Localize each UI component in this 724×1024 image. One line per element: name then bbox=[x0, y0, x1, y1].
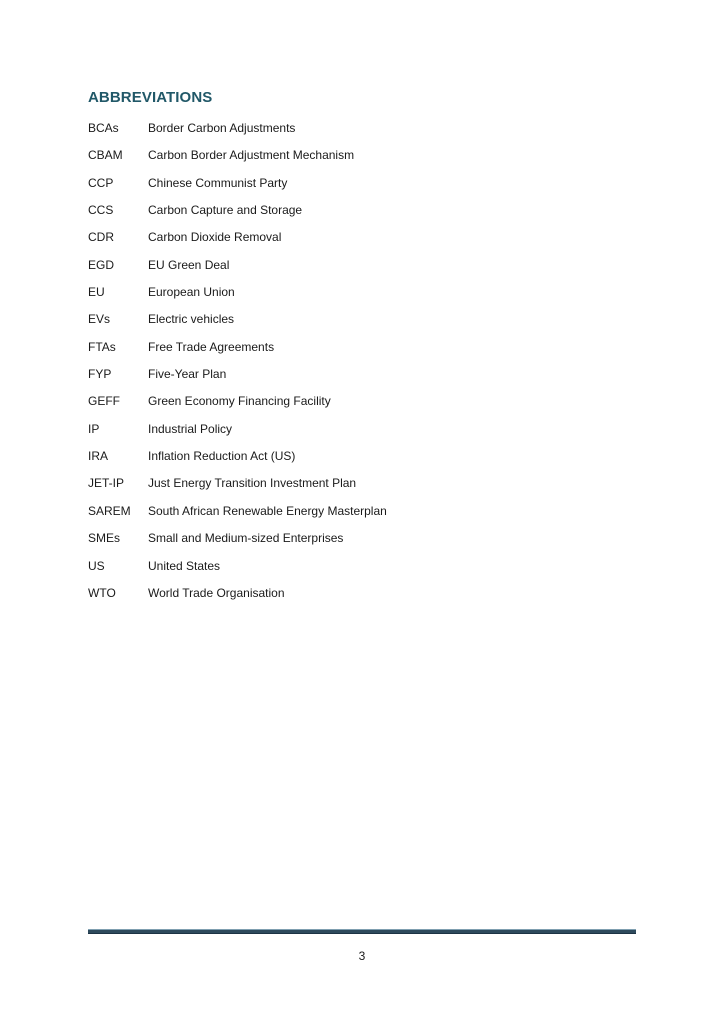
abbreviation-row bbox=[88, 338, 648, 365]
abbreviation-definition: Just Energy Transition Investment Plan bbox=[148, 476, 357, 491]
abbreviation-code: EU bbox=[88, 285, 105, 300]
abbreviation-row bbox=[88, 201, 648, 228]
abbreviation-row bbox=[88, 283, 648, 310]
abbreviation-code: FTAs bbox=[88, 339, 116, 354]
abbreviation-definition: Border Carbon Adjustments bbox=[148, 121, 296, 135]
abbreviation-code: IRA bbox=[88, 449, 109, 464]
abbreviation-code: FYP bbox=[88, 367, 112, 382]
abbreviation-code: CBAM bbox=[88, 148, 123, 163]
abbreviation-row bbox=[88, 529, 648, 556]
abbreviation-definition: Five-Year Plan bbox=[148, 367, 227, 382]
abbreviation-row bbox=[88, 119, 648, 146]
abbreviation-row bbox=[88, 474, 648, 501]
abbreviation-code: SMEs bbox=[88, 531, 121, 546]
abbreviation-code: CDR bbox=[88, 230, 114, 245]
abbreviation-row bbox=[88, 502, 648, 529]
abbreviation-row bbox=[88, 256, 648, 283]
abbreviation-definition: South African Renewable Energy Masterplan bbox=[148, 503, 387, 518]
abbreviation-definition: EU Green Deal bbox=[148, 257, 230, 272]
abbreviation-code: CCS bbox=[88, 203, 114, 218]
abbreviation-row bbox=[88, 420, 648, 447]
abbreviation-definition: World Trade Organisation bbox=[148, 585, 285, 600]
abbreviation-code: JET-IP bbox=[88, 476, 125, 491]
abbreviation-code: EVs bbox=[88, 312, 111, 327]
abbreviation-row bbox=[88, 557, 648, 584]
abbreviation-definition: Industrial Policy bbox=[148, 421, 233, 436]
abbreviation-row bbox=[88, 447, 648, 474]
abbreviation-row bbox=[88, 584, 648, 611]
abbreviation-code: CCP bbox=[88, 175, 114, 190]
abbreviation-definition: Small and Medium-sized Enterprises bbox=[148, 531, 344, 546]
abbreviation-definition: United States bbox=[148, 558, 221, 573]
abbreviation-code: IP bbox=[88, 421, 100, 436]
abbreviation-definition: Carbon Border Adjustment Mechanism bbox=[148, 148, 355, 163]
abbreviation-code: SAREM bbox=[88, 503, 131, 518]
abbreviation-definition: Electric vehicles bbox=[148, 312, 235, 327]
abbreviation-code: BCAs bbox=[88, 121, 119, 135]
abbreviation-code: WTO bbox=[88, 585, 116, 600]
abbreviation-definition: Carbon Capture and Storage bbox=[148, 203, 303, 218]
abbreviation-row bbox=[88, 174, 648, 201]
page-number: 3 bbox=[358, 949, 366, 963]
abbreviation-code: GEFF bbox=[88, 394, 120, 409]
abbreviation-definition: Free Trade Agreements bbox=[148, 339, 275, 354]
abbreviation-row bbox=[88, 228, 648, 255]
abbreviation-row bbox=[88, 365, 648, 392]
section-heading: ABBREVIATIONS bbox=[88, 89, 213, 106]
abbreviation-definition: Inflation Reduction Act (US) bbox=[148, 449, 296, 464]
abbreviation-definition: Chinese Communist Party bbox=[148, 175, 288, 190]
abbreviation-list bbox=[88, 119, 648, 611]
abbreviation-definition: Green Economy Financing Facility bbox=[148, 394, 331, 409]
abbreviation-code: US bbox=[88, 558, 105, 573]
abbreviation-row bbox=[88, 310, 648, 337]
abbreviation-definition: European Union bbox=[148, 285, 235, 300]
abbreviation-row bbox=[88, 392, 648, 419]
footer-divider bbox=[88, 929, 636, 934]
abbreviation-row bbox=[88, 146, 648, 173]
abbreviation-code: EGD bbox=[88, 257, 115, 272]
abbreviation-definition: Carbon Dioxide Removal bbox=[148, 230, 282, 245]
